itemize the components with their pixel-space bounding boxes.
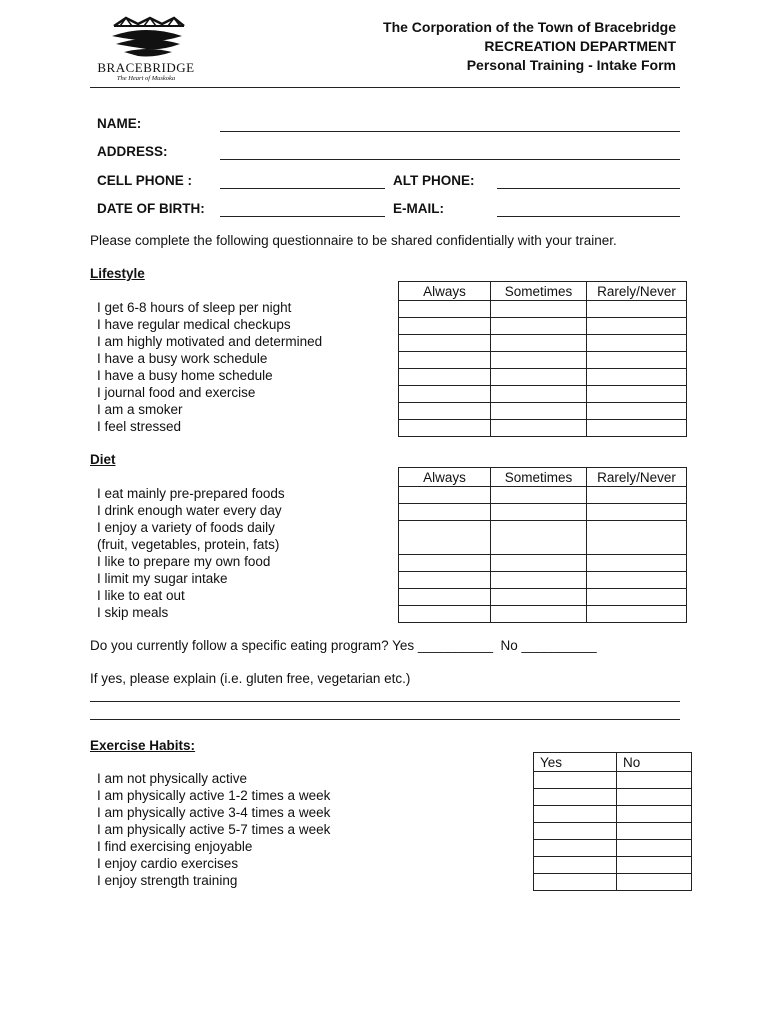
eating-program-question: Do you currently follow a specific eating program? Yes __________ No __________ — [90, 638, 597, 653]
exercise-item: I am not physically active — [97, 771, 248, 786]
diet-cell[interactable] — [399, 589, 491, 606]
exercise-cell[interactable] — [534, 806, 617, 823]
diet-cell[interactable] — [399, 572, 491, 589]
diet-cell[interactable] — [491, 521, 587, 555]
exercise-table — [533, 752, 692, 891]
diet-item: I drink enough water every day — [97, 503, 282, 518]
explain-line-1[interactable] — [90, 701, 680, 702]
lifestyle-cell[interactable] — [491, 369, 587, 386]
lifestyle-cell[interactable] — [491, 335, 587, 352]
diet-cell[interactable] — [399, 555, 491, 572]
exercise-col-no: No — [617, 753, 692, 772]
exercise-item: I am physically active 3-4 times a week — [97, 805, 331, 820]
exercise-cell[interactable] — [534, 772, 617, 789]
logo-wordmark: BRACEBRIDGE — [97, 60, 195, 75]
diet-cell[interactable] — [491, 572, 587, 589]
diet-item: I like to eat out — [97, 588, 185, 603]
exercise-item: I enjoy cardio exercises — [97, 856, 239, 871]
lifestyle-cell[interactable] — [399, 369, 491, 386]
diet-cell[interactable] — [587, 589, 687, 606]
diet-cell[interactable] — [587, 521, 687, 555]
diet-item: I limit my sugar intake — [97, 571, 228, 586]
diet-col-sometimes: Sometimes — [491, 468, 587, 487]
diet-cell[interactable] — [491, 589, 587, 606]
lifestyle-col-sometimes: Sometimes — [491, 282, 587, 301]
lifestyle-cell[interactable] — [399, 335, 491, 352]
name-label: NAME: — [97, 116, 142, 131]
diet-cell[interactable] — [399, 504, 491, 521]
diet-cell[interactable] — [399, 521, 491, 555]
diet-item: I skip meals — [97, 605, 169, 620]
name-field[interactable] — [220, 131, 680, 132]
email-label: E-MAIL: — [393, 201, 444, 216]
header-form-title: Personal Training - Intake Form — [466, 57, 676, 73]
lifestyle-heading: Lifestyle — [90, 266, 145, 281]
diet-cell[interactable] — [399, 487, 491, 504]
diet-items — [97, 485, 285, 621]
diet-cell[interactable] — [587, 572, 687, 589]
lifestyle-cell[interactable] — [587, 335, 687, 352]
lifestyle-cell[interactable] — [399, 301, 491, 318]
lifestyle-cell[interactable] — [587, 386, 687, 403]
lifestyle-cell[interactable] — [399, 318, 491, 335]
exercise-cell[interactable] — [534, 823, 617, 840]
lifestyle-item: I am highly motivated and determined — [97, 334, 323, 349]
lifestyle-cell[interactable] — [587, 301, 687, 318]
diet-cell[interactable] — [587, 555, 687, 572]
diet-item: (fruit, vegetables, protein, fats) — [97, 537, 280, 552]
exercise-cell[interactable] — [534, 857, 617, 874]
exercise-cell[interactable] — [617, 806, 692, 823]
exercise-cell[interactable] — [617, 840, 692, 857]
lifestyle-cell[interactable] — [491, 386, 587, 403]
email-field[interactable] — [497, 216, 680, 217]
exercise-cell[interactable] — [534, 789, 617, 806]
bridge-emblem-icon — [96, 14, 196, 60]
diet-cell[interactable] — [399, 606, 491, 623]
lifestyle-cell[interactable] — [399, 386, 491, 403]
exercise-item: I am physically active 1-2 times a week — [97, 788, 331, 803]
diet-cell[interactable] — [491, 606, 587, 623]
lifestyle-cell[interactable] — [399, 420, 491, 437]
lifestyle-cell[interactable] — [587, 318, 687, 335]
exercise-cell[interactable] — [617, 789, 692, 806]
diet-cell[interactable] — [491, 555, 587, 572]
diet-item: I eat mainly pre-prepared foods — [97, 486, 285, 501]
exercise-item: I find exercising enjoyable — [97, 839, 253, 854]
diet-table — [398, 467, 687, 623]
lifestyle-cell[interactable] — [587, 369, 687, 386]
exercise-col-yes: Yes — [534, 753, 617, 772]
lifestyle-cell[interactable] — [491, 403, 587, 420]
header-department: RECREATION DEPARTMENT — [484, 38, 676, 54]
diet-cell[interactable] — [491, 487, 587, 504]
diet-item: I like to prepare my own food — [97, 554, 271, 569]
lifestyle-cell[interactable] — [491, 352, 587, 369]
exercise-cell[interactable] — [617, 874, 692, 891]
dob-label: DATE OF BIRTH: — [97, 201, 205, 216]
header-divider — [90, 87, 680, 88]
lifestyle-table — [398, 281, 687, 437]
diet-cell[interactable] — [491, 504, 587, 521]
logo-tagline: The Heart of Muskoka — [116, 75, 176, 82]
exercise-cell[interactable] — [534, 840, 617, 857]
diet-cell[interactable] — [587, 504, 687, 521]
lifestyle-item: I journal food and exercise — [97, 385, 256, 400]
lifestyle-col-rarely: Rarely/Never — [587, 282, 687, 301]
exercise-cell[interactable] — [617, 772, 692, 789]
bracebridge-logo — [96, 14, 196, 84]
address-field[interactable] — [220, 159, 680, 160]
alt-phone-label: ALT PHONE: — [393, 173, 475, 188]
exercise-cell[interactable] — [617, 823, 692, 840]
lifestyle-items — [97, 299, 322, 435]
diet-cell[interactable] — [587, 487, 687, 504]
lifestyle-item: I have a busy home schedule — [97, 368, 273, 383]
address-label: ADDRESS: — [97, 144, 168, 159]
exercise-cell[interactable] — [617, 857, 692, 874]
exercise-cell[interactable] — [534, 874, 617, 891]
exercise-item: I am physically active 5-7 times a week — [97, 822, 331, 837]
exercise-items — [97, 770, 330, 889]
lifestyle-item: I get 6-8 hours of sleep per night — [97, 300, 292, 315]
lifestyle-item: I feel stressed — [97, 419, 182, 434]
cell-phone-label: CELL PHONE : — [97, 173, 193, 188]
explain-line-2[interactable] — [90, 719, 680, 720]
lifestyle-cell[interactable] — [491, 318, 587, 335]
diet-heading: Diet — [90, 452, 116, 467]
lifestyle-item: I have regular medical checkups — [97, 317, 291, 332]
exercise-item: I enjoy strength training — [97, 873, 238, 888]
diet-col-always: Always — [399, 468, 491, 487]
header-block — [383, 18, 676, 75]
diet-col-rarely: Rarely/Never — [587, 468, 687, 487]
lifestyle-cell[interactable] — [491, 301, 587, 318]
alt-phone-field[interactable] — [497, 188, 680, 189]
exercise-heading: Exercise Habits: — [90, 738, 196, 753]
dob-field[interactable] — [220, 216, 385, 217]
eating-program-explain: If yes, please explain (i.e. gluten free, vegetarian etc.) — [90, 671, 411, 686]
intro-text: Please complete the following questionnaire to be shared confidentially with your trainer. — [90, 233, 617, 248]
header-corporation: The Corporation of the Town of Bracebridge — [383, 19, 676, 35]
lifestyle-cell[interactable] — [399, 352, 491, 369]
lifestyle-cell[interactable] — [491, 420, 587, 437]
diet-cell[interactable] — [587, 606, 687, 623]
lifestyle-cell[interactable] — [587, 352, 687, 369]
lifestyle-item: I have a busy work schedule — [97, 351, 268, 366]
lifestyle-cell[interactable] — [587, 403, 687, 420]
cell-phone-field[interactable] — [220, 188, 385, 189]
diet-item: I enjoy a variety of foods daily — [97, 520, 275, 535]
lifestyle-cell[interactable] — [587, 420, 687, 437]
lifestyle-item: I am a smoker — [97, 402, 183, 417]
lifestyle-cell[interactable] — [399, 403, 491, 420]
lifestyle-col-always: Always — [399, 282, 491, 301]
